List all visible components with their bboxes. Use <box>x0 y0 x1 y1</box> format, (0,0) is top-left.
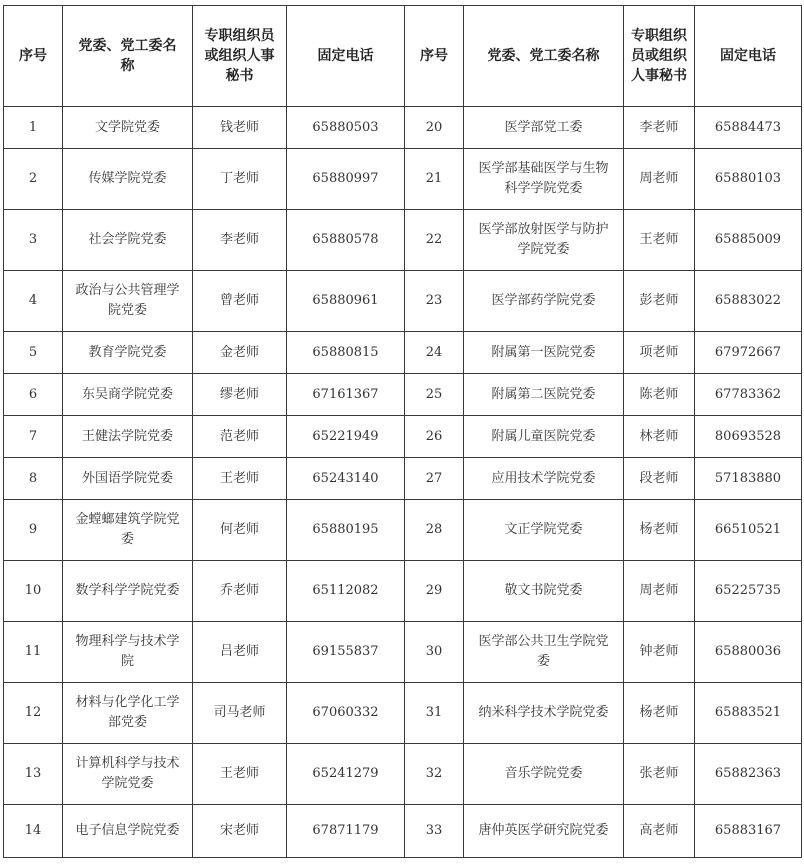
cell-phone: 65880195 <box>287 500 405 561</box>
cell-committee-name: 物理科学与技术学院 <box>63 622 193 683</box>
cell-phone: 65880815 <box>287 332 405 374</box>
cell-secretary: 缪老师 <box>193 374 287 416</box>
cell-phone: 65883022 <box>695 271 802 332</box>
cell-phone: 65885009 <box>695 210 802 271</box>
cell-index: 32 <box>405 744 464 805</box>
cell-secretary: 周老师 <box>624 149 695 210</box>
cell-phone: 65883521 <box>695 683 802 744</box>
cell-committee-name: 计算机科学与技术学院党委 <box>63 744 193 805</box>
cell-phone: 57183880 <box>695 458 802 500</box>
header-phone: 固定电话 <box>695 6 802 107</box>
cell-committee-name: 音乐学院党委 <box>464 744 624 805</box>
cell-secretary: 李老师 <box>624 107 695 149</box>
header-index: 序号 <box>4 6 63 107</box>
cell-phone: 65884473 <box>695 107 802 149</box>
cell-phone: 69155837 <box>287 622 405 683</box>
cell-index: 1 <box>4 107 63 149</box>
table-row <box>4 149 802 210</box>
cell-committee-name: 医学部党工委 <box>464 107 624 149</box>
cell-index: 11 <box>4 622 63 683</box>
header-row <box>4 6 802 107</box>
cell-committee-name: 电子信息学院党委 <box>63 805 193 858</box>
cell-secretary: 杨老师 <box>624 500 695 561</box>
cell-phone: 65880961 <box>287 271 405 332</box>
cell-committee-name: 纳米科学技术学院党委 <box>464 683 624 744</box>
cell-phone: 67871179 <box>287 805 405 858</box>
cell-committee-name: 医学部基础医学与生物科学学院党委 <box>464 149 624 210</box>
cell-phone: 65241279 <box>287 744 405 805</box>
cell-secretary: 王老师 <box>193 458 287 500</box>
table-row <box>4 500 802 561</box>
table-row <box>4 561 802 622</box>
cell-index: 24 <box>405 332 464 374</box>
table-row <box>4 744 802 805</box>
cell-phone: 65225735 <box>695 561 802 622</box>
cell-committee-name: 文学院党委 <box>63 107 193 149</box>
cell-index: 30 <box>405 622 464 683</box>
cell-secretary: 林老师 <box>624 416 695 458</box>
cell-phone: 65880997 <box>287 149 405 210</box>
cell-phone: 67060332 <box>287 683 405 744</box>
cell-index: 33 <box>405 805 464 858</box>
cell-secretary: 项老师 <box>624 332 695 374</box>
table-row <box>4 458 802 500</box>
cell-phone: 67783362 <box>695 374 802 416</box>
cell-committee-name: 传媒学院党委 <box>63 149 193 210</box>
cell-index: 14 <box>4 805 63 858</box>
cell-phone: 65880578 <box>287 210 405 271</box>
cell-committee-name: 医学部公共卫生学院党委 <box>464 622 624 683</box>
cell-index: 21 <box>405 149 464 210</box>
cell-index: 5 <box>4 332 63 374</box>
cell-phone: 80693528 <box>695 416 802 458</box>
cell-index: 7 <box>4 416 63 458</box>
cell-committee-name: 金螳螂建筑学院党委 <box>63 500 193 561</box>
cell-committee-name: 教育学院党委 <box>63 332 193 374</box>
cell-secretary: 范老师 <box>193 416 287 458</box>
cell-committee-name: 东吴商学院党委 <box>63 374 193 416</box>
cell-secretary: 宋老师 <box>193 805 287 858</box>
cell-phone: 65221949 <box>287 416 405 458</box>
cell-committee-name: 数学科学学院党委 <box>63 561 193 622</box>
table-row <box>4 107 802 149</box>
cell-committee-name: 附属儿童医院党委 <box>464 416 624 458</box>
cell-index: 26 <box>405 416 464 458</box>
cell-committee-name: 文正学院党委 <box>464 500 624 561</box>
cell-secretary: 何老师 <box>193 500 287 561</box>
cell-index: 20 <box>405 107 464 149</box>
cell-index: 13 <box>4 744 63 805</box>
cell-index: 28 <box>405 500 464 561</box>
table-row <box>4 210 802 271</box>
cell-secretary: 丁老师 <box>193 149 287 210</box>
cell-committee-name: 政治与公共管理学院党委 <box>63 271 193 332</box>
header-index: 序号 <box>405 6 464 107</box>
cell-committee-name: 医学部药学院党委 <box>464 271 624 332</box>
header-secretary: 专职组织员或组织人事秘书 <box>193 6 287 107</box>
cell-secretary: 曾老师 <box>193 271 287 332</box>
cell-index: 3 <box>4 210 63 271</box>
cell-secretary: 吕老师 <box>193 622 287 683</box>
cell-secretary: 彭老师 <box>624 271 695 332</box>
cell-secretary: 王老师 <box>193 744 287 805</box>
cell-secretary: 陈老师 <box>624 374 695 416</box>
table-row <box>4 683 802 744</box>
cell-index: 22 <box>405 210 464 271</box>
cell-committee-name: 唐仲英医学研究院党委 <box>464 805 624 858</box>
cell-index: 6 <box>4 374 63 416</box>
cell-secretary: 周老师 <box>624 561 695 622</box>
cell-phone: 67972667 <box>695 332 802 374</box>
cell-index: 10 <box>4 561 63 622</box>
contact-table <box>3 5 802 858</box>
table-row <box>4 416 802 458</box>
cell-phone: 65883167 <box>695 805 802 858</box>
header-committee-name: 党委、党工委名称 <box>63 6 193 107</box>
table-row <box>4 332 802 374</box>
cell-phone: 65880103 <box>695 149 802 210</box>
cell-committee-name: 社会学院党委 <box>63 210 193 271</box>
cell-secretary: 钟老师 <box>624 622 695 683</box>
cell-phone: 65112082 <box>287 561 405 622</box>
cell-index: 25 <box>405 374 464 416</box>
cell-phone: 65243140 <box>287 458 405 500</box>
cell-index: 31 <box>405 683 464 744</box>
cell-index: 8 <box>4 458 63 500</box>
cell-committee-name: 外国语学院党委 <box>63 458 193 500</box>
cell-committee-name: 附属第二医院党委 <box>464 374 624 416</box>
cell-phone: 65880036 <box>695 622 802 683</box>
cell-phone: 67161367 <box>287 374 405 416</box>
cell-index: 12 <box>4 683 63 744</box>
cell-index: 2 <box>4 149 63 210</box>
cell-phone: 65880503 <box>287 107 405 149</box>
cell-committee-name: 材料与化学化工学部党委 <box>63 683 193 744</box>
table-row <box>4 271 802 332</box>
cell-committee-name: 应用技术学院党委 <box>464 458 624 500</box>
cell-committee-name: 医学部放射医学与防护学院党委 <box>464 210 624 271</box>
cell-secretary: 司马老师 <box>193 683 287 744</box>
table-row <box>4 805 802 858</box>
cell-phone: 66510521 <box>695 500 802 561</box>
header-phone: 固定电话 <box>287 6 405 107</box>
cell-index: 23 <box>405 271 464 332</box>
cell-phone: 65882363 <box>695 744 802 805</box>
cell-secretary: 杨老师 <box>624 683 695 744</box>
cell-committee-name: 敬文书院党委 <box>464 561 624 622</box>
header-committee-name: 党委、党工委名称 <box>464 6 624 107</box>
cell-secretary: 乔老师 <box>193 561 287 622</box>
table-row <box>4 622 802 683</box>
header-secretary: 专职组织员或组织人事秘书 <box>624 6 695 107</box>
cell-secretary: 钱老师 <box>193 107 287 149</box>
cell-secretary: 王老师 <box>624 210 695 271</box>
cell-committee-name: 王健法学院党委 <box>63 416 193 458</box>
cell-secretary: 高老师 <box>624 805 695 858</box>
cell-secretary: 金老师 <box>193 332 287 374</box>
cell-index: 27 <box>405 458 464 500</box>
cell-committee-name: 附属第一医院党委 <box>464 332 624 374</box>
table-row <box>4 374 802 416</box>
cell-secretary: 李老师 <box>193 210 287 271</box>
cell-index: 29 <box>405 561 464 622</box>
cell-secretary: 张老师 <box>624 744 695 805</box>
cell-index: 9 <box>4 500 63 561</box>
cell-secretary: 段老师 <box>624 458 695 500</box>
cell-index: 4 <box>4 271 63 332</box>
